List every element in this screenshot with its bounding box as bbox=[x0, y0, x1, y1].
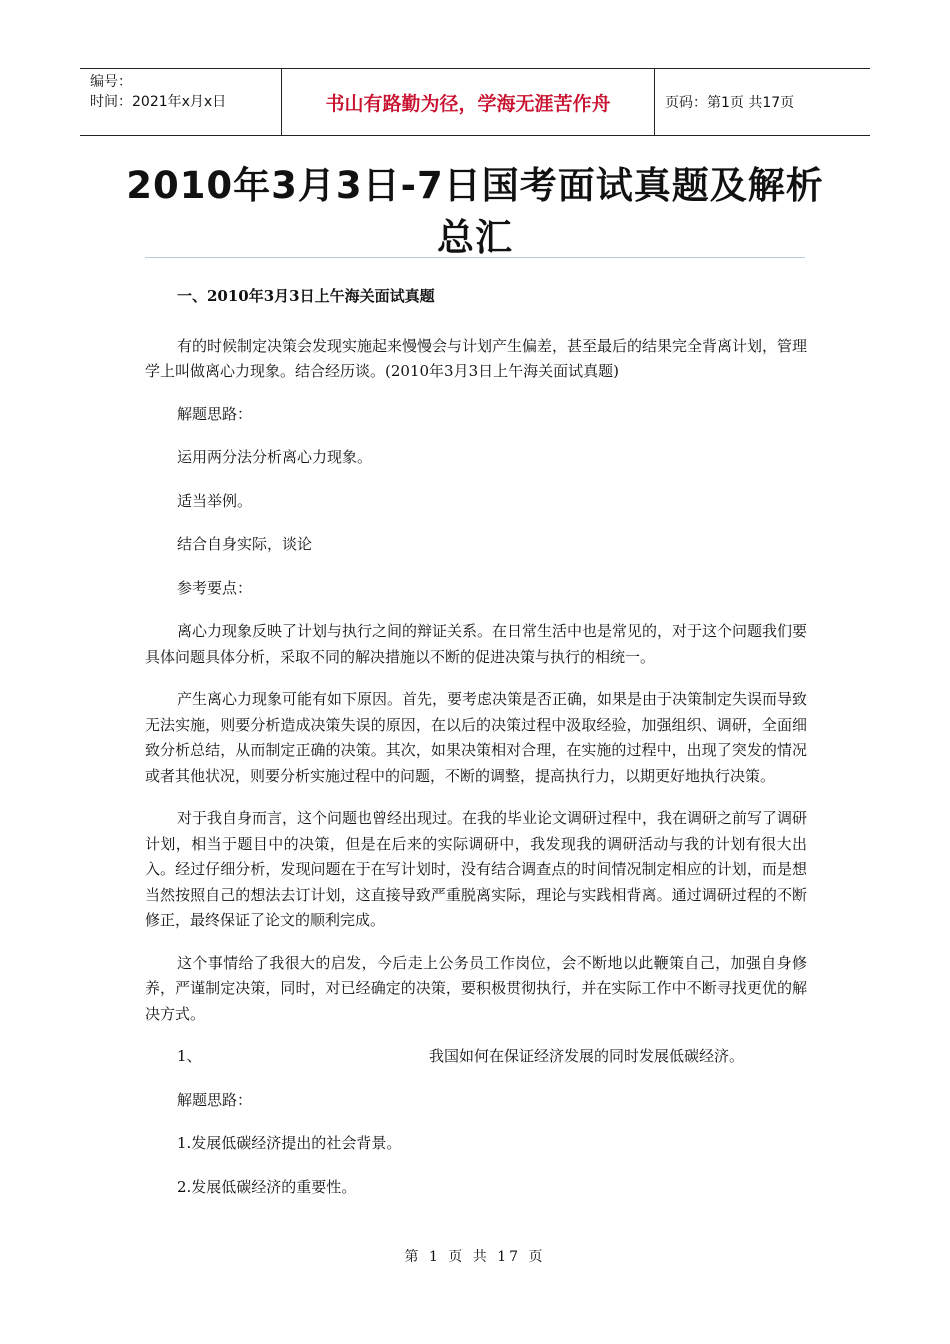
approach-point: 适当举例。 bbox=[177, 491, 253, 510]
numbered-question bbox=[145, 1044, 807, 1070]
motto-text: 书山有路勤为径，学海无涯苦作舟 bbox=[325, 92, 611, 115]
document-body bbox=[145, 284, 807, 1218]
answer-paragraph: 这个事情给了我很大的启发，今后走上公务员工作岗位，会不断地以此鞭策自己，加强自身修养，严谨制定决策，同时，对已经确定的决策，要积极贯彻执行，并在实际工作中不断寻找更优的解决方式。 bbox=[145, 953, 807, 1023]
document-header-table bbox=[80, 68, 870, 136]
page-footer: 第 1 页 共 17 页 bbox=[404, 1249, 546, 1265]
approach-point: 运用两分法分析离心力现象。 bbox=[177, 448, 373, 466]
section-heading: 一、2010年3月3日上午海关面试真题 bbox=[177, 287, 435, 305]
answer-paragraph: 对于我自身而言，这个问题也曾经出现过。在我的毕业论文调研过程中，我在调研之前写了调研计划，相当于题目中的决策，但是在后来的实际调研中，我发现我的调研活动与我的计划有很大出入。经过仔细分析，发现问题在于在写计划时，没有结合调查点的时间情况制定相应的计划，而是想当然按照自己的想法去订计划，这直接导致严重脱离实际，理论与实践相背离。通过调研过程的不断修正，最终保证了论文的顺利完成。 bbox=[145, 809, 808, 929]
date-label: 时间：2021年x月x日 bbox=[90, 94, 227, 110]
answer-paragraph: 产生离心力现象可能有如下原因。首先，要考虑决策是否正确，如果是由于决策制定失误而导致无法实施，则要分析造成决策失误的原因，在以后的决策过程中汲取经验，加强组织、调研，全面细致分析总结，从而制定正确的决策。其次，如果决策相对合理，在实施的过程中，出现了突发的情况或者其他状况，则要分析实施过程中的问题，不断的调整，提高执行力，以期更好地执行决策。 bbox=[145, 690, 808, 785]
page-info-text: 页码：第1页 共17页 bbox=[665, 95, 795, 111]
header-meta-cell bbox=[80, 69, 282, 135]
title-divider bbox=[145, 257, 805, 258]
approach-point: 2.发展低碳经济的重要性。 bbox=[177, 1177, 357, 1196]
solution-approach-label: 解题思路： bbox=[177, 1090, 253, 1109]
question-paragraph: 有的时候制定决策会发现实施起来慢慢会与计划产生偏差，甚至最后的结果完全背离计划，管理学上叫做离心力现象。结合经历谈。(2010年3月3日上午海关面试真题) bbox=[145, 336, 808, 380]
question-text: 我国如何在保证经济发展的同时发展低碳经济。 bbox=[429, 1047, 745, 1065]
page-info-cell bbox=[655, 69, 870, 135]
number-label: 编号： bbox=[90, 74, 132, 90]
approach-point: 结合自身实际，谈论 bbox=[177, 535, 313, 553]
motto-cell bbox=[282, 69, 655, 135]
reference-points-label: 参考要点： bbox=[177, 578, 253, 597]
approach-point: 1.发展低碳经济提出的社会背景。 bbox=[177, 1134, 402, 1152]
answer-paragraph: 离心力现象反映了计划与执行之间的辩证关系。在日常生活中也是常见的，对于这个问题我们要具体问题具体分析，采取不同的解决措施以不断的促进决策与执行的相统一。 bbox=[145, 622, 808, 666]
document-title: 2010年3月3日-7日国考面试真题及解析总汇 bbox=[126, 164, 824, 259]
solution-approach-label: 解题思路： bbox=[177, 404, 253, 423]
question-number: 1、 bbox=[177, 1047, 202, 1065]
